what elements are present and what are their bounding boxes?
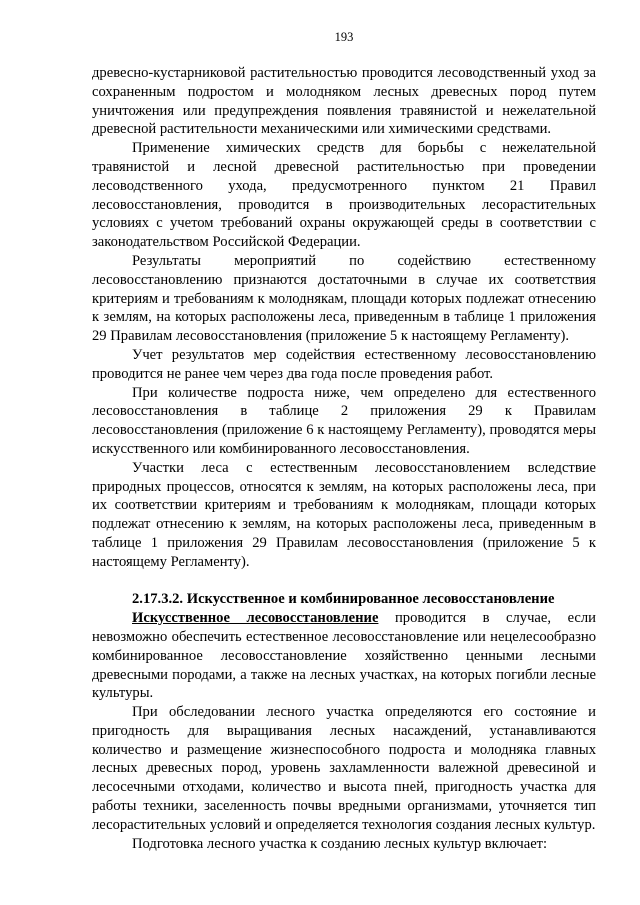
paragraph: древесно-кустарниковой растительностью проводится лесоводственный уход за сохраненным подростом и молодняком лесных древесных пород путем уничтожения или предупреждения появления травянистой и нежелательной древесной растительности механическими или химическими средствами.: [92, 65, 596, 138]
paragraph: Результаты мероприятий по содействию естественному лесовосстановлению признаются достаточными в случае их соответствия критериям и требованиям к молоднякам, площади которых подлежат отнесению к землям, на которых расположены леса, приведенным в таблице 1 приложения 29 Правилам лесовосстановления (приложение 5 к настоящему Регламенту).: [92, 252, 596, 345]
spacer: [92, 572, 596, 591]
section-heading: 2.17.3.2. Искусственное и комбинированное лесовосстановление: [132, 591, 555, 608]
page-number: 193: [334, 30, 354, 44]
paragraph: Применение химических средств для борьбы с нежелательной травянистой и лесной древесной растительностью при проведении лесоводственного ухода, предусмотренного пунктом 21 Правил лесовосстановления, проводится в производительных лесорастительных условиях с учетом требований охраны окружающей среды в соответствии с законодательством Российской Федерации.: [92, 140, 596, 251]
defined-term: Искусственное лесовосстановление: [132, 610, 379, 627]
paragraph-text: проводится в случае, если невозможно обеспечить естественное лесовосстановление или нецелесообразно комбинированное лесовосстановление хозяйственно ценными лесными древесными породами, а также на лесных участках, на которых погибли лесные культуры.: [92, 610, 596, 702]
paragraph: Участки леса с естественным лесовосстановлением вследствие природных процессов, относятся к землям, на которых расположены леса, при их соответствии критериям и требованиям к молоднякам, площади которых подлежат отнесению к землям, на которых расположены леса, приведенным в таблице 1 приложения 29 Правилам лесовосстановления (приложение 5 к настоящему Регламенту).: [92, 459, 596, 570]
page-body: [92, 64, 596, 853]
paragraph: [92, 609, 596, 703]
paragraph: Подготовка лесного участка к созданию лесных культур включает:: [132, 835, 548, 852]
paragraph: Учет результатов мер содействия естественному лесовосстановлению проводится не ранее чем через два года после проведения работ.: [92, 346, 596, 382]
paragraph: При обследовании лесного участка определяются его состояние и пригодность для выращивания лесных насаждений, устанавливаются количество и размещение жизнеспособного подроста и молодняка главных лесных древесных пород, уровень захламленности валежной древесиной и лесосечными отходами, количество и высота пней, пригодность участка для работы техники, заселенность почвы вредными организмами, уточняется тип лесорастительных условий и определяется технология создания лесных культур.: [92, 704, 596, 833]
paragraph: При количестве подроста ниже, чем определено для естественного лесовосстановления в таблице 2 приложения 29 к Правилам лесовосстановления (приложение 6 к настоящему Регламенту), проводятся меры искусственного или комбинированного лесовосстановления.: [92, 384, 596, 457]
